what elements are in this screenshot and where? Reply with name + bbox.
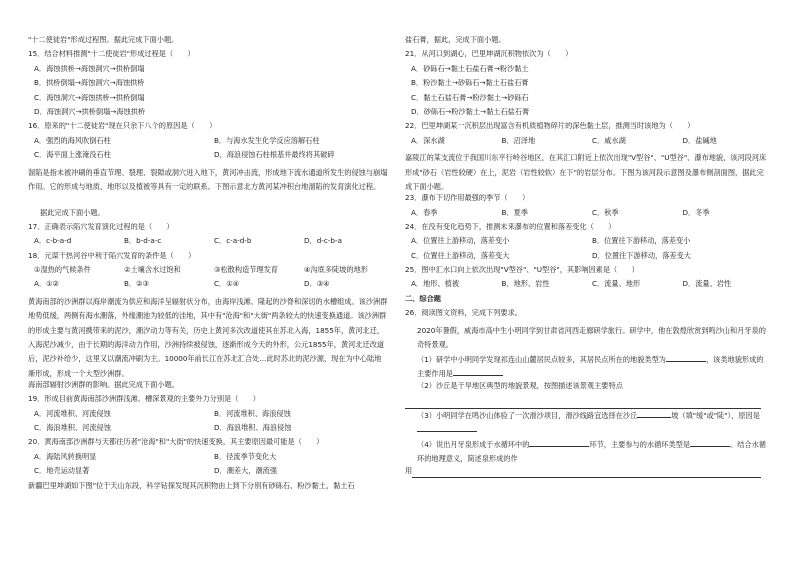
lake-passage-cont: 盐石膏，据此，完成下面小题。 <box>405 36 506 44</box>
left-column <box>28 36 388 496</box>
question-18: 18．元谋干热河谷中利于陷穴发育的条件是（ ） <box>28 251 196 260</box>
subquestion-3-text: （3）小明同学在鸣沙山体验了一次滑沙项目，滑沙线路宜选择在沙丘 <box>417 411 638 421</box>
q19-option-b: B．河流堆积、海浪侵蚀 <box>214 408 291 418</box>
q19-option-a: A．河流堆积、河流侵蚀 <box>34 408 111 418</box>
answer-line-4[interactable] <box>412 467 761 478</box>
q18-condition-1: ①湿热的气候条件 <box>34 265 91 275</box>
q18-condition-2: ②土壤含水过饱和 <box>124 265 181 275</box>
question-22: 22．巴里坤湖某一沉积层出现富含有机质植物碎片的深色黏土层，推测当时该地为（ ） <box>405 122 695 131</box>
passage-sandbar: 黄海南部的沙洲群以海岸潮流为供应和海洋呈辐射状分布，由海岸浅滩、隆起的沙脊和深切的水槽组成。该沙洲群地势低缓，两侧有海水潮落，外缘潮池为较低的洼地，其中有"沧海"和"大街"两条较大的快速变换通道。该沙洲群的形成主要与黄河携带来的泥沙，潮汐动力等有关，历史上黄河多次改道使其在苏北入海，1855年，黄河北迁，入海泥沙减少，由于长期的海洋动力作用，沙洲持续被侵蚀，逐渐形成今天的外形，公元1855年，黄河北迁改道后，泥沙补给少，这里又以潮流冲刷为主。10000年前长江在苏北汇合处…此时苏北的泥沙源，现在为中心陆地渐形成，形成一个大型沙洲群。 <box>28 296 388 378</box>
q15-option-c: C．海蚀洞穴→海蚀拱桥→拱桥倒塌 <box>34 93 145 102</box>
q15-option-a: A．海蚀拱桥→海蚀洞穴→拱桥倒塌 <box>34 64 145 73</box>
q18-option-d: D．③④ <box>304 279 330 289</box>
q16-option-b: B．与海水发生化学反应溶解石柱 <box>214 135 320 145</box>
q23-option-d: D．冬季 <box>682 207 710 217</box>
q22-options <box>405 137 767 151</box>
q18-options <box>28 280 388 294</box>
q22-option-b: B．沼泽地 <box>501 135 536 145</box>
subquestion-4-end-row <box>405 467 767 481</box>
q24-option-b: B．位置往下游移动，落差变小 <box>592 236 691 246</box>
q18-condition-3: ③松散构造节理发育 <box>214 265 278 275</box>
q17-option-c: C．c-a-d-b <box>214 236 252 246</box>
q20-option-a: A．海陆风转换明显 <box>34 451 97 461</box>
question-17: 17．正确表示陷穴发育演化过程的是（ ） <box>28 222 174 231</box>
q23-options <box>405 209 767 223</box>
answer-blank-3a[interactable] <box>637 417 671 418</box>
q16-options-row2 <box>28 151 388 165</box>
subquestion-4 <box>405 438 767 467</box>
answer-blank-4a[interactable] <box>529 446 589 447</box>
q25-option-b: B．地形、岩性 <box>501 279 550 289</box>
q20-option-c: C．地壳运动显著 <box>34 466 90 476</box>
q18-condition-4: ④沟底多陡坡的地形 <box>304 265 368 275</box>
q17-options <box>28 237 388 251</box>
q24-options-row2 <box>405 252 767 266</box>
subquestion-3 <box>405 409 767 438</box>
q19-options-row1 <box>28 410 388 424</box>
q17-option-b: B．b-d-a-c <box>124 236 162 246</box>
subquestion-4-mid: 环节，主要参与的水循环类型是 <box>589 440 691 450</box>
question-24: 24．在没有变化趋势下，推测未来瀑布的位置和落差变化（ ） <box>405 222 616 231</box>
q22-option-d: D．盐碱地 <box>682 135 717 145</box>
q18-option-c: C．①④ <box>214 279 240 289</box>
q23-option-c: C．秋季 <box>592 207 619 217</box>
question-23: 23．瀑布下切作用最强的季节（ ） <box>405 194 530 203</box>
right-column <box>405 36 767 481</box>
subquestion-4-end: 用 <box>405 467 413 476</box>
q21-option-a: A．砂砾石→黏土石盐石膏→粉沙黏土 <box>411 64 529 73</box>
subquestion-2: （2）沙丘是干旱地区典型的地貌景观，按图描述该景观主要特点 <box>417 381 623 390</box>
question-20: 20．黄海南部沙洲群与天都往历者"沧海"和"大街"的快速变换，其主要原因最可能是（ ） <box>28 438 324 447</box>
q18-option-b: B．②③ <box>124 279 150 289</box>
q20-options-row1 <box>28 453 388 467</box>
q15-option-d: D．海蚀洞穴→拱桥倒塌→海蚀拱桥 <box>34 107 146 116</box>
q18-conditions <box>28 266 388 280</box>
answer-blank-1b[interactable] <box>453 375 503 376</box>
q23-option-a: A．春季 <box>411 207 438 217</box>
passage-sandbar-tail: 海南部辐射沙洲群的影响。据此完成下面小题。 <box>28 380 179 389</box>
passage-dunhuang: 2020年暑假，威海市高中生小明同学到甘肃省河西走廊研学旅行。研学中，他在敦煌欣赏到鸣沙山和月牙泉的奇特景观。 <box>417 325 766 350</box>
passage-waterfall: 嘉陵江的某支流位于我国川东平行岭谷地区，在其汇口附近上依次出现"V型谷"、"U型谷"、瀑布地貌，该河段河床形成"砂石（岩性较硬）在上，泥岩（岩性较软）在下"的岩层分布。下图为该河段示意图及瀑布侧剖面图，据此完成下面小题。 <box>405 153 767 191</box>
passage-sinkhole: 溜陷是指未被冲刷的垂直节理、裂理、裂隙或洞穴进入地下，黄河冲击流，形成地下流水通道所发生的侵蚀与崩塌作用。它的形成与地质、地形以及植被等具有一定的联系。下图示意北方黄河某冲积台地溜陷的发育演化过程。 <box>28 167 388 191</box>
subquestion-4-text: （4）说出月牙泉形成于水循环中的 <box>417 440 530 450</box>
passage-lake: 新疆巴里坤湖如下图"位于天山东段，科学钻探发现其沉积物由上到下分别有砂砾石、粉沙黏土，黏土石 <box>28 481 355 490</box>
question-26: 26．阅读图文资料，完成下列要求。 <box>405 309 522 318</box>
q16-option-c: C．海平面上涨淹没石柱 <box>34 150 111 160</box>
section-heading: 二、综合题 <box>405 294 441 303</box>
q20-option-b: B．径流季节变化大 <box>214 451 277 461</box>
q19-option-c: C．海浪堆积、河流侵蚀 <box>34 423 111 433</box>
question-19: 19．形成目前黄海南部沙洲群浅滩、槽深景观的主要外力分别是（ ） <box>28 395 260 404</box>
q22-option-a: A．深水湖 <box>411 135 445 145</box>
q21-option-c: C．黏土石盐石膏→粉沙黏土→砂砾石 <box>411 93 529 102</box>
q20-option-d: D．潮差大，潮流强 <box>214 466 278 476</box>
q17-option-d: D．d-c-b-a <box>304 236 342 246</box>
q18-option-a: A．①② <box>34 279 59 289</box>
subquestion-1 <box>405 353 767 382</box>
q24-option-c: C．位置往上游移动，落差变大 <box>411 250 510 260</box>
q15-option-b: B．拱桥倒塌→海蚀洞穴→海蚀拱桥 <box>34 79 145 88</box>
q25-option-d: D．流量、岩性 <box>682 279 732 289</box>
q23-option-b: B．夏季 <box>501 207 528 217</box>
q16-options-row1 <box>28 137 388 151</box>
q16-option-a: A．强烈的海风吹倒石柱 <box>34 135 111 145</box>
answer-blank-1a[interactable] <box>666 361 706 362</box>
q25-options <box>405 280 767 294</box>
q19-options-row2 <box>28 424 388 438</box>
q21-option-d: D．砂砾石→粉沙黏土→黏土石盐石膏 <box>411 107 530 116</box>
question-21: 21．从河口到湖心，巴里坤湖沉积物依次为（ ） <box>405 50 573 59</box>
subquestion-4-tail: 。结合水循环的地理意义，简述泉形成的作 <box>417 440 766 464</box>
subquestion-1-text: （1）研学中小明同学发现祁连山山麓居民点较多，其居民点所在的地貌类型为 <box>417 354 666 364</box>
answer-line-2[interactable] <box>405 396 761 409</box>
q20-options-row2 <box>28 467 388 481</box>
question-15: 15．结合材料推测"十二使徒岩"形成过程是（ ） <box>28 50 195 59</box>
q25-option-a: A．地形、植被 <box>411 279 460 289</box>
subquestion-1-tail: ，该类地貌形成的主要作用是 <box>417 354 764 379</box>
q24-options-row1 <box>405 237 767 251</box>
subquestion-3-mid: 坡（填"缓"或"陡"），原因是 <box>671 411 760 421</box>
q16-option-d: D．海浪侵蚀石柱根基并最终将其破碎 <box>214 150 335 160</box>
question-25: 25．图中汇水口向上依次出现"V型谷"、"U型谷"，其影响因素是（ ） <box>405 266 639 275</box>
q21-option-b: B．粉沙黏土→砂砾石→黏土石盐石膏 <box>411 79 529 88</box>
answer-blank-3b[interactable] <box>417 431 477 432</box>
task-line: 据此完成下面小题。 <box>40 208 105 217</box>
q25-option-c: C．流量、地形 <box>592 279 641 289</box>
q17-option-a: A．c-b-a-d <box>34 236 72 246</box>
q24-option-a: A．位置往上游移动，落差变小 <box>411 236 510 246</box>
intro-line: "十二使徒岩"形成过程图。据此完成下面小题。 <box>28 36 179 44</box>
question-16: 16．原来的"十二使徒岩"现在只余下八个的原因是（ ） <box>28 122 217 131</box>
answer-blank-4b[interactable] <box>690 446 730 447</box>
q24-option-d: D．位置往下游移动，落差变大 <box>592 250 691 260</box>
q22-option-c: C．咸水湖 <box>592 135 626 145</box>
q19-option-d: D．海浪堆积、海浪侵蚀 <box>214 423 292 433</box>
